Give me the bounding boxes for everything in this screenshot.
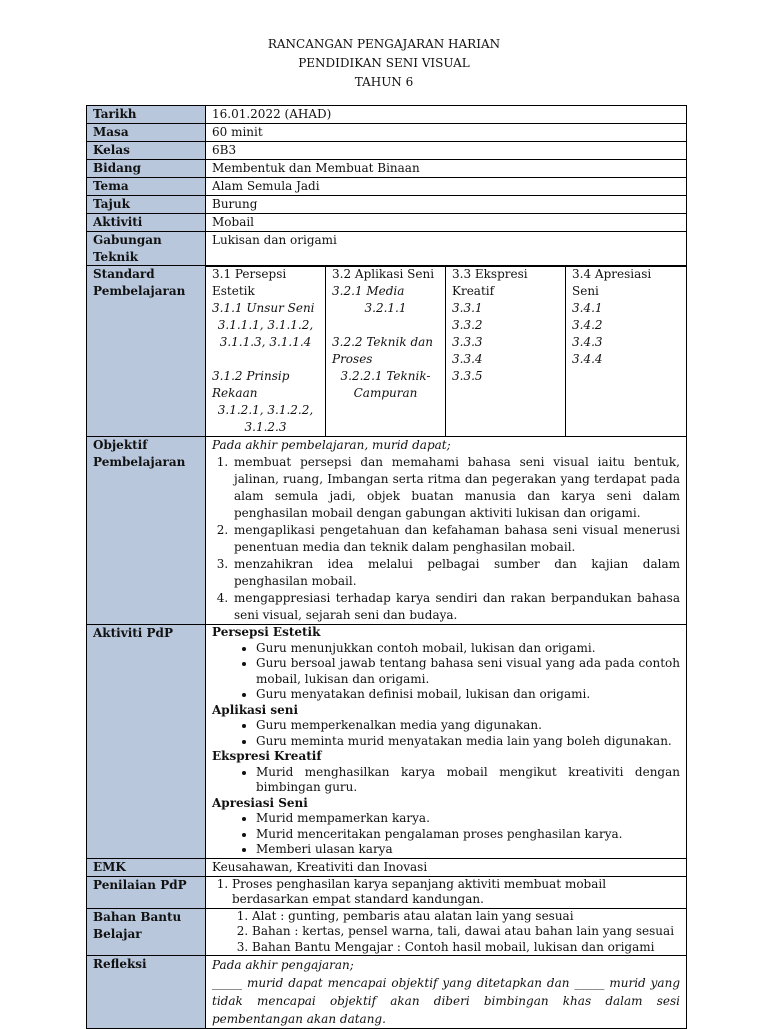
- list-item: 1. membuat persepsi dan memahami bahasa seni visual iaitu bentuk, jalinan, ruang, Imbangan serta ritma dan pegerakan yang terdapat pada alam semula jadi, objek buatan manusia dan karya seni dalam penghasilan mobail dengan gabungan aktiviti lukisan dan origami.: [232, 454, 680, 522]
- list-item: • Guru menunjukkan contoh mobail, lukisan dan origami.: [256, 641, 680, 657]
- col-heading: 3.4 Apresiasi Seni: [572, 267, 652, 298]
- list-item: 2. mengaplikasi pengetahuan dan kefahaman bahasa seni visual menerusi penentuan media dan teknik dalam penghasilan mobail.: [232, 522, 680, 556]
- list-item: • Guru memperkenalkan media yang digunakan.: [256, 718, 680, 734]
- section-title: Ekspresi Kreatif: [212, 749, 322, 763]
- col-item: 3.1.1.3, 3.1.1.4: [219, 335, 312, 349]
- col-item: 3.2.2.1 Teknik-: [340, 369, 431, 383]
- section-title: Aplikasi seni: [212, 702, 299, 717]
- col-sub: Rekaan: [212, 386, 258, 400]
- col-sub: 3.1.2 Prinsip: [212, 369, 290, 383]
- info-value: Alam Semula Jadi: [206, 178, 687, 196]
- info-value: 16.01.2022 (AHAD): [206, 106, 687, 124]
- emk-label: EMK: [87, 858, 206, 876]
- section-title: Apresiasi Seni: [212, 795, 308, 810]
- bullet-list: [212, 765, 680, 796]
- col-item: 3.3.4: [452, 352, 483, 366]
- list-item: 1. Alat : gunting, pembaris atau alatan lain yang sesuai: [252, 909, 680, 925]
- objektif-label-line: Objektif: [93, 438, 148, 452]
- info-row: [87, 196, 687, 214]
- col-item: 3.1.2.3: [244, 420, 287, 434]
- info-value: Lukisan dan origami: [206, 232, 687, 267]
- info-row: [87, 232, 687, 267]
- col-heading: 3.1 Persepsi Estetik: [212, 267, 287, 298]
- col-item: 3.2.1.1: [364, 301, 407, 315]
- info-value: Burung: [206, 196, 687, 214]
- col-sub: 3.1.1 Unsur Seni: [212, 301, 315, 315]
- info-row: [87, 160, 687, 178]
- col-item: 3.3.2: [452, 318, 483, 332]
- bullet-list: [212, 641, 680, 703]
- col-item: 3.4.2: [572, 318, 603, 332]
- aktiviti-row: [87, 625, 687, 859]
- col-sub: Proses: [332, 352, 373, 366]
- info-row: [87, 142, 687, 160]
- info-label: Tema: [87, 178, 206, 196]
- standard-label-line: Pembelajaran: [93, 284, 186, 298]
- bahan-label-line: Belajar: [93, 926, 142, 941]
- info-label: Aktiviti: [87, 214, 206, 232]
- objektif-intro: Pada akhir pembelajaran, murid dapat;: [212, 438, 451, 452]
- col-item: 3.3.1: [452, 301, 483, 315]
- lesson-plan-table: [86, 265, 687, 1029]
- col-item: 3.3.3: [452, 335, 483, 349]
- penilaian-list: [212, 877, 680, 908]
- header-title: RANCANGAN PENGAJARAN HARIAN: [267, 37, 501, 51]
- objektif-row: [87, 437, 687, 625]
- list-item: • Murid mempamerkan karya.: [256, 811, 680, 827]
- info-value: Membentuk dan Membuat Binaan: [206, 160, 687, 178]
- col-sub: 3.2.2 Teknik dan: [332, 335, 434, 349]
- info-value: 6B3: [206, 142, 687, 160]
- standard-label-line: Standard: [93, 267, 155, 281]
- penilaian-row: [87, 876, 687, 908]
- info-label: Tarikh: [87, 106, 206, 124]
- aktiviti-label: Aktiviti PdP: [87, 625, 206, 859]
- bahan-content: [206, 908, 687, 956]
- emk-row: [87, 858, 687, 876]
- standard-col-ekspresi: [446, 266, 566, 437]
- list-item: 3. menzahikran idea melalui pelbagai sumber dan kajian dalam penghasilan mobail.: [232, 556, 680, 590]
- bahan-row: [87, 908, 687, 956]
- bahan-label-line: Bahan Bantu: [93, 909, 182, 924]
- info-label: Gabungan Teknik: [87, 232, 206, 267]
- lesson-info-table: [86, 105, 687, 267]
- refleksi-label: Refleksi: [87, 956, 206, 1029]
- list-item: 1. Proses penghasilan karya sepanjang aktiviti membuat mobail berdasarkan empat standard kandungan.: [232, 877, 680, 908]
- col-item: 3.3.5: [452, 369, 483, 383]
- list-item: 4. mengappresiasi terhadap karya sendiri dan rakan berpandukan bahasa seni visual, sejarah seni dan budaya.: [232, 590, 680, 624]
- col-sub: 3.2.1 Media: [332, 284, 405, 298]
- info-label: Kelas: [87, 142, 206, 160]
- header-subject: PENDIDIKAN SENI VISUAL: [298, 56, 470, 70]
- header-year: TAHUN 6: [354, 75, 414, 89]
- info-value: 60 minit: [206, 124, 687, 142]
- bullet-list: [212, 718, 680, 749]
- list-item: • Murid menceritakan pengalaman proses penghasilan karya.: [256, 827, 680, 843]
- list-item: • Guru bersoal jawab tentang bahasa seni visual yang ada pada contoh mobail, lukisan dan origami.: [256, 656, 680, 687]
- list-item: • Guru meminta murid menyatakan media lain yang boleh digunakan.: [256, 734, 680, 750]
- bahan-label: [87, 908, 206, 956]
- standard-col-aplikasi: [326, 266, 446, 437]
- col-item: 3.1.1.1, 3.1.1.2,: [217, 318, 314, 332]
- col-item: 3.4.4: [572, 352, 603, 366]
- list-item: • Memberi ulasan karya: [256, 842, 680, 858]
- refleksi-content: [206, 956, 687, 1029]
- col-item: 3.4.1: [572, 301, 603, 315]
- standard-col-apresiasi: [566, 266, 687, 437]
- refleksi-row: [87, 956, 687, 1029]
- list-item: • Murid menghasilkan karya mobail mengikut kreativiti dengan bimbingan guru.: [256, 765, 680, 796]
- penilaian-label: Penilaian PdP: [87, 876, 206, 908]
- bullet-list: [212, 811, 680, 858]
- info-row: [87, 214, 687, 232]
- col-heading: 3.3 Ekspresi Kreatif: [452, 267, 528, 298]
- info-label: Tajuk: [87, 196, 206, 214]
- info-label: Masa: [87, 124, 206, 142]
- info-value: Mobail: [206, 214, 687, 232]
- list-item: • Guru menyatakan definisi mobail, lukisan dan origami.: [256, 687, 680, 703]
- col-item: Campuran: [353, 386, 418, 400]
- info-row: [87, 178, 687, 196]
- info-row: [87, 124, 687, 142]
- bahan-list: [212, 909, 680, 956]
- penilaian-content: [206, 876, 687, 908]
- emk-value: Keusahawan, Kreativiti dan Inovasi: [206, 858, 687, 876]
- section-title: Persepsi Estetik: [212, 625, 321, 639]
- aktiviti-content: [206, 625, 687, 859]
- standard-row: [87, 266, 687, 437]
- list-item: 2. Bahan : kertas, pensel warna, tali, dawai atau bahan lain yang sesuai: [252, 924, 680, 940]
- col-item: 3.4.3: [572, 335, 603, 349]
- objektif-list: [212, 454, 680, 624]
- info-row: [87, 106, 687, 124]
- document-header: [0, 35, 768, 92]
- col-heading: 3.2 Aplikasi Seni: [332, 267, 435, 281]
- objektif-label: [87, 437, 206, 625]
- objektif-label-line: Pembelajaran: [93, 455, 186, 469]
- refleksi-text: _____ murid dapat mencapai objektif yang ditetapkan dan _____ murid yang tidak mencapai objektif akan diberi bimbingan khas dalam sesi pembentangan akan datang.: [212, 976, 680, 1026]
- col-item: 3.1.2.1, 3.1.2.2,: [217, 403, 314, 417]
- objektif-content: [206, 437, 687, 625]
- info-label: Bidang: [87, 160, 206, 178]
- standard-col-persepsi: [206, 266, 326, 437]
- refleksi-intro: Pada akhir pengajaran;: [212, 958, 354, 972]
- standard-label: [87, 266, 206, 437]
- list-item: 3. Bahan Bantu Mengajar : Contoh hasil mobail, lukisan dan origami: [252, 940, 680, 956]
